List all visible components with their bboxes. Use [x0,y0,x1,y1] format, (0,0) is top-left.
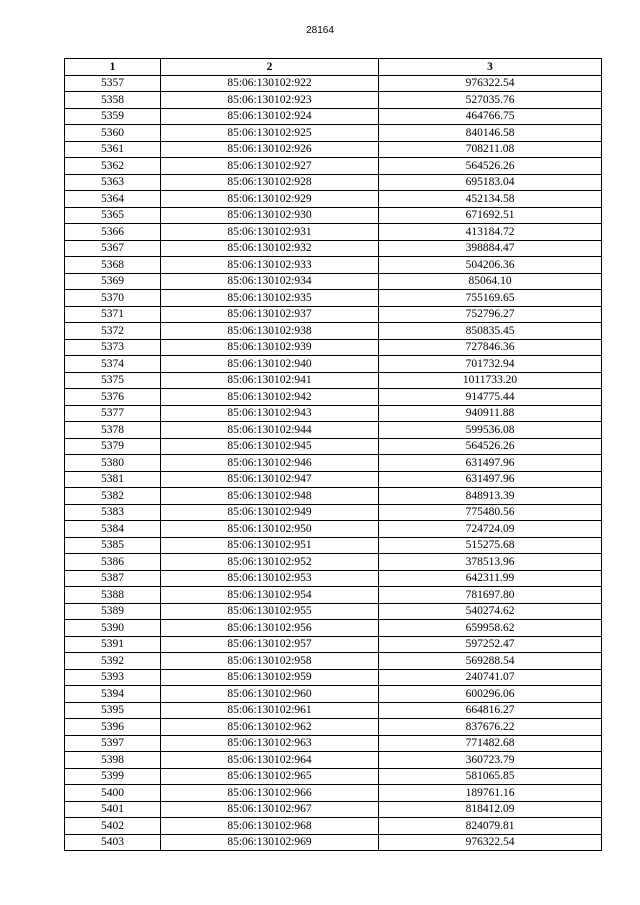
cadastral-number-cell: 85:06:130102:954 [161,587,379,604]
row-number-cell: 5399 [65,768,161,785]
table-row [65,669,602,686]
table-row [65,306,602,323]
row-number-cell: 5378 [65,422,161,439]
cadastral-number-cell: 85:06:130102:964 [161,752,379,769]
value-cell: 600296.06 [379,686,602,703]
value-cell: 701732.94 [379,356,602,373]
cadastral-number-cell: 85:06:130102:929 [161,191,379,208]
cadastral-number-cell: 85:06:130102:950 [161,521,379,538]
cadastral-number-cell: 85:06:130102:925 [161,125,379,142]
row-number-cell: 5388 [65,587,161,604]
value-cell: 398884.47 [379,240,602,257]
value-cell: 824079.81 [379,818,602,835]
row-number-cell: 5377 [65,405,161,422]
column-header-3: 3 [379,59,602,76]
table-row [65,438,602,455]
row-number-cell: 5383 [65,504,161,521]
row-number-cell: 5397 [65,735,161,752]
value-cell: 452134.58 [379,191,602,208]
table-row [65,554,602,571]
column-header-2: 2 [161,59,379,76]
table-row [65,191,602,208]
row-number-cell: 5386 [65,554,161,571]
table-row [65,752,602,769]
row-number-cell: 5385 [65,537,161,554]
cadastral-number-cell: 85:06:130102:940 [161,356,379,373]
value-cell: 940911.88 [379,405,602,422]
table-row [65,75,602,92]
table-row [65,323,602,340]
table-row [65,224,602,241]
value-cell: 631497.96 [379,455,602,472]
row-number-cell: 5367 [65,240,161,257]
value-cell: 976322.54 [379,75,602,92]
row-number-cell: 5372 [65,323,161,340]
value-cell: 1011733.20 [379,372,602,389]
value-cell: 378513.96 [379,554,602,571]
cadastral-number-cell: 85:06:130102:933 [161,257,379,274]
row-number-cell: 5376 [65,389,161,406]
cadastral-number-cell: 85:06:130102:953 [161,570,379,587]
page-number: 28164 [306,25,334,36]
row-number-cell: 5364 [65,191,161,208]
table-row [65,719,602,736]
table-row [65,290,602,307]
value-cell: 85064.10 [379,273,602,290]
cadastral-number-cell: 85:06:130102:924 [161,108,379,125]
cadastral-number-cell: 85:06:130102:942 [161,389,379,406]
value-cell: 642311.99 [379,570,602,587]
table-row [65,372,602,389]
cadastral-number-cell: 85:06:130102:951 [161,537,379,554]
table-row [65,570,602,587]
row-number-cell: 5384 [65,521,161,538]
table-row [65,240,602,257]
row-number-cell: 5390 [65,620,161,637]
table-row [65,537,602,554]
cadastral-number-cell: 85:06:130102:923 [161,92,379,109]
cadastral-number-cell: 85:06:130102:930 [161,207,379,224]
table-row [65,488,602,505]
row-number-cell: 5396 [65,719,161,736]
row-number-cell: 5389 [65,603,161,620]
cadastral-number-cell: 85:06:130102:941 [161,372,379,389]
value-cell: 771482.68 [379,735,602,752]
cadastral-number-cell: 85:06:130102:960 [161,686,379,703]
cadastral-number-cell: 85:06:130102:935 [161,290,379,307]
value-cell: 914775.44 [379,389,602,406]
cadastral-number-cell: 85:06:130102:943 [161,405,379,422]
table-row [65,653,602,670]
header-row [65,59,602,76]
value-cell: 664816.27 [379,702,602,719]
table-row [65,603,602,620]
table-row [65,273,602,290]
table-row [65,108,602,125]
value-cell: 848913.39 [379,488,602,505]
row-number-cell: 5393 [65,669,161,686]
row-number-cell: 5368 [65,257,161,274]
value-cell: 818412.09 [379,801,602,818]
table-row [65,389,602,406]
value-cell: 581065.85 [379,768,602,785]
value-cell: 976322.54 [379,834,602,851]
row-number-cell: 5402 [65,818,161,835]
row-number-cell: 5369 [65,273,161,290]
value-cell: 840146.58 [379,125,602,142]
value-cell: 240741.07 [379,669,602,686]
row-number-cell: 5365 [65,207,161,224]
row-number-cell: 5381 [65,471,161,488]
column-header-1: 1 [65,59,161,76]
table-row [65,620,602,637]
value-cell: 599536.08 [379,422,602,439]
cadastral-number-cell: 85:06:130102:965 [161,768,379,785]
row-number-cell: 5403 [65,834,161,851]
registry-table [64,58,602,851]
table-header [65,59,602,76]
table-row [65,636,602,653]
row-number-cell: 5379 [65,438,161,455]
table-row [65,158,602,175]
value-cell: 597252.47 [379,636,602,653]
table-row [65,471,602,488]
cadastral-number-cell: 85:06:130102:945 [161,438,379,455]
row-number-cell: 5371 [65,306,161,323]
table-row [65,125,602,142]
row-number-cell: 5357 [65,75,161,92]
value-cell: 413184.72 [379,224,602,241]
cadastral-number-cell: 85:06:130102:944 [161,422,379,439]
row-number-cell: 5374 [65,356,161,373]
value-cell: 837676.22 [379,719,602,736]
row-number-cell: 5370 [65,290,161,307]
table-row [65,504,602,521]
cadastral-number-cell: 85:06:130102:937 [161,306,379,323]
value-cell: 752796.27 [379,306,602,323]
table-row [65,818,602,835]
row-number-cell: 5380 [65,455,161,472]
value-cell: 631497.96 [379,471,602,488]
cadastral-number-cell: 85:06:130102:966 [161,785,379,802]
table-row [65,801,602,818]
row-number-cell: 5394 [65,686,161,703]
cadastral-number-cell: 85:06:130102:931 [161,224,379,241]
row-number-cell: 5366 [65,224,161,241]
table-row [65,686,602,703]
value-cell: 775480.56 [379,504,602,521]
cadastral-number-cell: 85:06:130102:969 [161,834,379,851]
value-cell: 724724.09 [379,521,602,538]
cadastral-number-cell: 85:06:130102:946 [161,455,379,472]
value-cell: 564526.26 [379,438,602,455]
value-cell: 569288.54 [379,653,602,670]
row-number-cell: 5361 [65,141,161,158]
cadastral-number-cell: 85:06:130102:927 [161,158,379,175]
row-number-cell: 5358 [65,92,161,109]
cadastral-number-cell: 85:06:130102:939 [161,339,379,356]
value-cell: 504206.36 [379,257,602,274]
table-row [65,521,602,538]
row-number-cell: 5375 [65,372,161,389]
row-number-cell: 5391 [65,636,161,653]
table-row [65,356,602,373]
value-cell: 708211.08 [379,141,602,158]
table-row [65,455,602,472]
cadastral-number-cell: 85:06:130102:952 [161,554,379,571]
cadastral-number-cell: 85:06:130102:956 [161,620,379,637]
value-cell: 755169.65 [379,290,602,307]
value-cell: 564526.26 [379,158,602,175]
cadastral-number-cell: 85:06:130102:926 [161,141,379,158]
cadastral-number-cell: 85:06:130102:967 [161,801,379,818]
value-cell: 515275.68 [379,537,602,554]
cadastral-number-cell: 85:06:130102:963 [161,735,379,752]
row-number-cell: 5400 [65,785,161,802]
value-cell: 659958.62 [379,620,602,637]
table-row [65,141,602,158]
row-number-cell: 5360 [65,125,161,142]
table-row [65,768,602,785]
table-row [65,785,602,802]
table-row [65,422,602,439]
cadastral-number-cell: 85:06:130102:968 [161,818,379,835]
row-number-cell: 5363 [65,174,161,191]
cadastral-number-cell: 85:06:130102:961 [161,702,379,719]
table-row [65,339,602,356]
value-cell: 671692.51 [379,207,602,224]
value-cell: 360723.79 [379,752,602,769]
row-number-cell: 5395 [65,702,161,719]
table-row [65,92,602,109]
cadastral-number-cell: 85:06:130102:934 [161,273,379,290]
cadastral-number-cell: 85:06:130102:922 [161,75,379,92]
value-cell: 781697.80 [379,587,602,604]
row-number-cell: 5387 [65,570,161,587]
cadastral-number-cell: 85:06:130102:962 [161,719,379,736]
row-number-cell: 5373 [65,339,161,356]
row-number-cell: 5362 [65,158,161,175]
cadastral-number-cell: 85:06:130102:957 [161,636,379,653]
table-row [65,257,602,274]
value-cell: 527035.76 [379,92,602,109]
cadastral-number-cell: 85:06:130102:938 [161,323,379,340]
table-row [65,702,602,719]
table-row [65,174,602,191]
cadastral-number-cell: 85:06:130102:958 [161,653,379,670]
value-cell: 464766.75 [379,108,602,125]
table-row [65,207,602,224]
table-row [65,405,602,422]
row-number-cell: 5401 [65,801,161,818]
value-cell: 189761.16 [379,785,602,802]
row-number-cell: 5398 [65,752,161,769]
cadastral-number-cell: 85:06:130102:947 [161,471,379,488]
row-number-cell: 5392 [65,653,161,670]
cadastral-number-cell: 85:06:130102:928 [161,174,379,191]
cadastral-number-cell: 85:06:130102:955 [161,603,379,620]
value-cell: 850835.45 [379,323,602,340]
table-body [65,75,602,851]
cadastral-number-cell: 85:06:130102:959 [161,669,379,686]
value-cell: 540274.62 [379,603,602,620]
table-row [65,735,602,752]
row-number-cell: 5382 [65,488,161,505]
table-row [65,587,602,604]
cadastral-number-cell: 85:06:130102:949 [161,504,379,521]
cadastral-number-cell: 85:06:130102:932 [161,240,379,257]
row-number-cell: 5359 [65,108,161,125]
cadastral-number-cell: 85:06:130102:948 [161,488,379,505]
value-cell: 727846.36 [379,339,602,356]
value-cell: 695183.04 [379,174,602,191]
table-row [65,834,602,851]
